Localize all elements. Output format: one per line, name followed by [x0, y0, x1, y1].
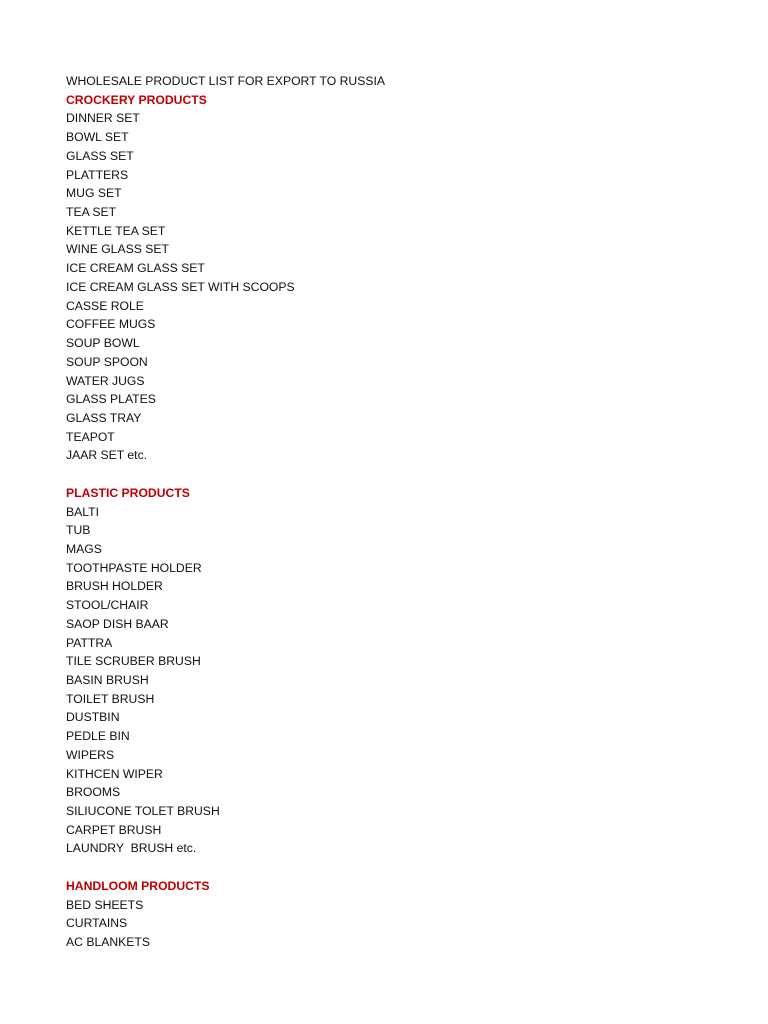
product-item: LAUNDRY BRUSH etc. [66, 841, 197, 856]
product-item: MUG SET [66, 186, 122, 201]
product-item: ICE CREAM GLASS SET [66, 261, 205, 276]
product-list [66, 503, 706, 859]
product-item: BED SHEETS [66, 897, 144, 912]
product-item: PEDLE BIN [66, 729, 130, 744]
product-item: SAOP DISH BAAR [66, 616, 169, 631]
product-item: TILE SCRUBER BRUSH [66, 654, 201, 669]
product-item: GLASS TRAY [66, 410, 142, 425]
product-list [66, 896, 706, 952]
product-section [66, 877, 706, 952]
product-section [66, 484, 706, 858]
product-item: CURTAINS [66, 916, 128, 931]
product-item: BRUSH HOLDER [66, 579, 163, 594]
product-item: WATER JUGS [66, 373, 145, 388]
document-title: WHOLESALE PRODUCT LIST FOR EXPORT TO RUSSIA [66, 74, 385, 88]
section-heading: CROCKERY PRODUCTS [66, 92, 207, 107]
product-item: GLASS SET [66, 148, 134, 163]
section-spacer [66, 465, 706, 484]
product-item: TEA SET [66, 205, 117, 220]
product-list [66, 109, 706, 465]
product-item: TOOTHPASTE HOLDER [66, 560, 202, 575]
product-section [66, 91, 706, 465]
section-spacer [66, 858, 706, 877]
product-item: PATTRA [66, 635, 113, 650]
product-item: DINNER SET [66, 111, 140, 126]
product-item: TUB [66, 523, 91, 538]
product-item: BASIN BRUSH [66, 673, 149, 687]
product-item: TOILET BRUSH [66, 691, 155, 706]
product-item: COFFEE MUGS [66, 317, 156, 332]
product-item: MAGS [66, 541, 102, 556]
product-item: KETTLE TEA SET [66, 223, 166, 238]
section-heading: PLASTIC PRODUCTS [66, 485, 190, 500]
product-item: ICE CREAM GLASS SET WITH SCOOPS [66, 279, 295, 294]
product-item: PLATTERS [66, 167, 129, 182]
product-item: SOUP SPOON [66, 354, 148, 369]
product-item: SOUP BOWL [66, 336, 140, 351]
product-item: AC BLANKETS [66, 935, 150, 950]
document-page [66, 72, 706, 952]
product-item: SILIUCONE TOLET BRUSH [66, 804, 220, 819]
product-item: CARPET BRUSH [66, 822, 162, 837]
product-item: CASSE ROLE [66, 298, 144, 313]
product-item: KITHCEN WIPER [66, 766, 163, 781]
product-item: WIPERS [66, 747, 115, 762]
product-item: WINE GLASS SET [66, 242, 169, 257]
product-item: JAAR SET etc. [66, 448, 148, 463]
product-item: GLASS PLATES [66, 392, 156, 407]
product-item: TEAPOT [66, 429, 115, 444]
product-item: STOOL/CHAIR [66, 598, 149, 613]
product-item: BALTI [66, 504, 99, 519]
section-heading: HANDLOOM PRODUCTS [66, 878, 210, 893]
product-item: BROOMS [66, 785, 121, 800]
sections-container [66, 91, 706, 952]
product-item: DUSTBIN [66, 710, 120, 725]
product-item: BOWL SET [66, 130, 129, 145]
